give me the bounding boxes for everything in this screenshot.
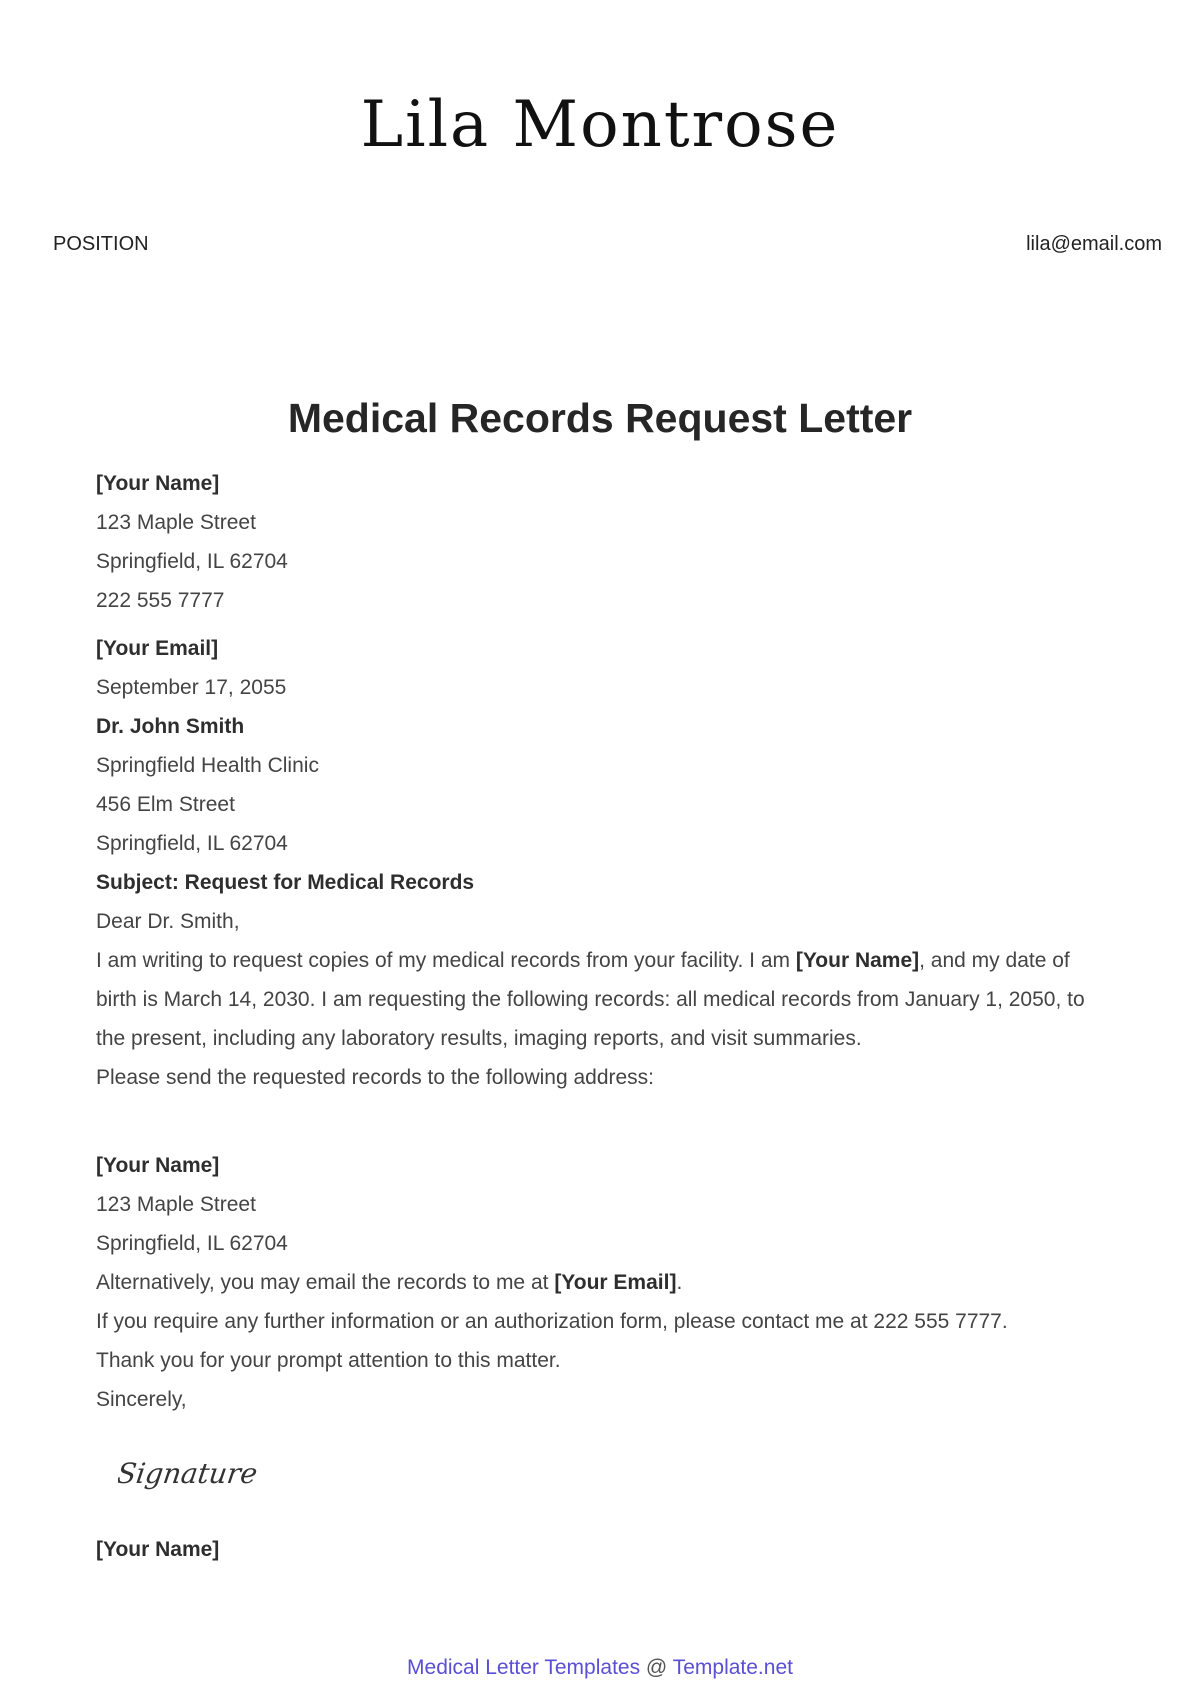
mailing-city: Springfield, IL 62704 — [96, 1232, 288, 1255]
recipient-organization: Springfield Health Clinic — [96, 754, 319, 777]
letter-subject: Subject: Request for Medical Records — [96, 871, 475, 894]
paragraph-email-text: Alternatively, you may email the records to me at — [96, 1271, 555, 1294]
mailing-name: [Your Name] — [96, 1154, 220, 1177]
footer-site[interactable]: Template.net — [672, 1656, 793, 1679]
sender-name: [Your Name] — [96, 472, 220, 495]
letter-body — [96, 464, 1096, 1569]
recipient-city: Springfield, IL 62704 — [96, 832, 288, 855]
paragraph-request-name: [Your Name] — [795, 949, 920, 972]
signature-text: Signature — [118, 1457, 260, 1490]
sender-email: [Your Email] — [96, 637, 219, 660]
sender-phone: 222 555 7777 — [96, 589, 225, 612]
footer-link-text[interactable]: Medical Letter Templates — [407, 1656, 641, 1679]
sender-street: 123 Maple Street — [96, 511, 256, 534]
footer-credit[interactable] — [0, 1656, 1200, 1680]
paragraph-email — [96, 1263, 1096, 1302]
recipient-street: 456 Elm Street — [96, 793, 235, 816]
sender-city: Springfield, IL 62704 — [96, 550, 288, 573]
salutation: Dear Dr. Smith, — [96, 910, 240, 933]
signoff-name: [Your Name] — [96, 1538, 220, 1561]
paragraph-email-end: . — [676, 1271, 683, 1294]
paragraph-thanks: Thank you for your prompt attention to this matter. — [96, 1349, 561, 1372]
paragraph-address-intro: Please send the requested records to the following address: — [96, 1066, 655, 1089]
footer-separator: @ — [645, 1656, 668, 1679]
closing: Sincerely, — [96, 1388, 187, 1411]
recipient-name: Dr. John Smith — [96, 715, 245, 738]
header-email: lila@email.com — [1026, 233, 1162, 255]
paragraph-request — [96, 941, 1096, 1058]
header-position: POSITION — [53, 233, 149, 255]
letter-title: Medical Records Request Letter — [287, 395, 913, 441]
paragraph-request-text-end: , and my date of birth is March 14, 2030. I am requesting the following records: all medical records from January 1, 2050, to the present, including any laboratory results, imaging reports, and visit summaries. — [96, 949, 1085, 1050]
paragraph-email-placeholder: [Your Email] — [554, 1271, 677, 1294]
letter-date: September 17, 2055 — [96, 676, 287, 699]
header-name: Lila Montrose — [360, 88, 840, 162]
paragraph-request-text: I am writing to request copies of my medical records from your facility. I am — [96, 949, 796, 972]
signature-image — [118, 1439, 278, 1509]
mailing-street: 123 Maple Street — [96, 1193, 256, 1216]
paragraph-contact: If you require any further information or an authorization form, please contact me at 222 555 7777. — [96, 1310, 1008, 1333]
